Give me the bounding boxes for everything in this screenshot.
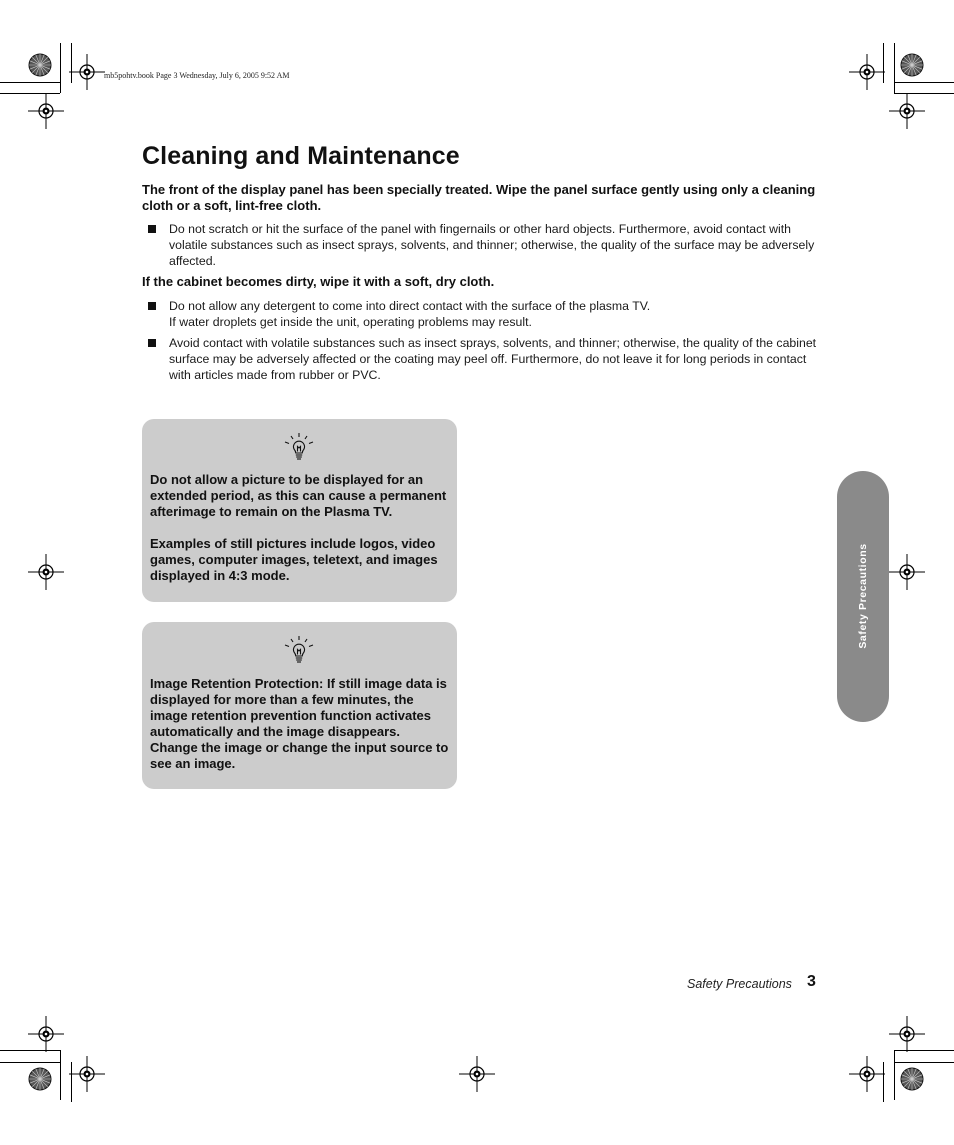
bullet-square-icon [148,225,156,233]
bullet-text: If water droplets get inside the unit, operating problems may result. [169,315,532,329]
list-item [148,335,818,383]
tip-text: Do not allow a picture to be displayed for an extended period, as this can cause a permanent afterimage to remain on the Plasma TV. [150,472,447,519]
bullet-text: Do not allow any detergent to come into direct contact with the surface of the plasma TV. [169,299,651,313]
page-title: Cleaning and Maintenance [142,142,460,170]
lightbulb-icon [281,634,317,670]
tip-box [142,622,457,789]
tip-box [142,419,457,602]
list-item [148,298,818,330]
side-tab-label: Safety Precautions [857,543,869,649]
tip-text: Image Retention Protection: If still image data is displayed for more than a few minutes, the image retention prevention function activates automatically and the image disappears. Change the image or change the input source to see an image. [150,676,449,771]
lightbulb-icon [281,431,317,467]
tip-text: Examples of still pictures include logos, video games, computer images, teletext, and images displayed in 4:3 mode. [150,536,438,583]
bullet-text: Avoid contact with volatile substances such as insect sprays, solvents, and thinner; otherwise, the quality of the cabinet surface may be adversely affected or the coating may peel off. Furthermore, do not leave it for long periods in contact with articles made from rubber or PVC. [169,336,817,382]
panel-intro: The front of the display panel has been specially treated. Wipe the panel surface gently using only a cleaning cloth or a soft, lint-free cloth. [142,182,816,213]
section-side-tab [837,471,889,722]
page-number: 3 [807,973,816,990]
bullet-square-icon [148,339,156,347]
cabinet-intro: If the cabinet becomes dirty, wipe it with a soft, dry cloth. [142,274,495,289]
footer-section-label: Safety Precautions [687,977,792,991]
bullet-text: Do not scratch or hit the surface of the panel with fingernails or other hard objects. Furthermore, avoid contact with volatile substances such as insect sprays, solvents, and thinner; otherwise, the quality of the surface may be adversely affected. [169,222,815,268]
bullet-square-icon [148,302,156,310]
print-slug: mb5pohtv.book Page 3 Wednesday, July 6, 2005 9:52 AM [104,71,290,80]
list-item [148,221,818,269]
